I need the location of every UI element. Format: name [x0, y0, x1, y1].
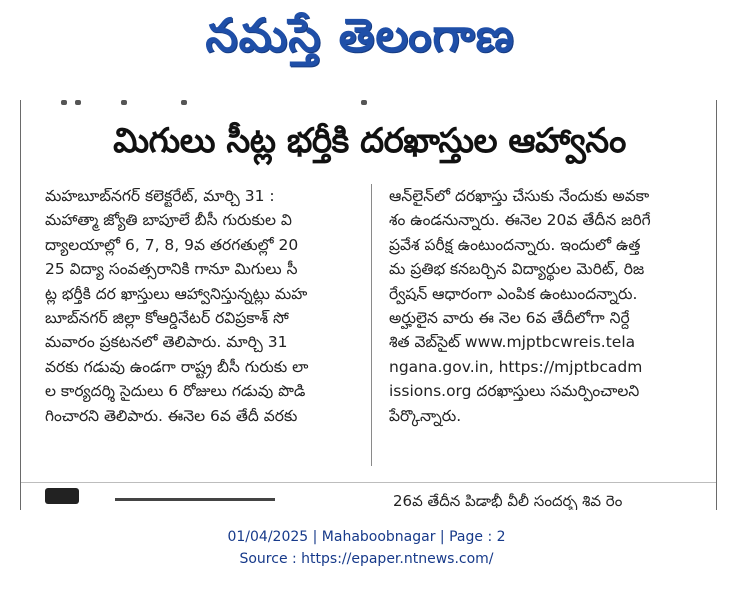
footer-source: Source : https://epaper.ntnews.com/ [239, 551, 494, 567]
article-line: ప్రవేశ పరీక్ష ఉంటుందన్నారు. ఇందులో ఉత్త [389, 235, 641, 254]
article-line: మ ప్రతిభ కనబర్చిన విద్యార్థుల మెరిట్, రిజ [389, 260, 645, 279]
article-line: ngana.gov.in, https://mjptbcadm [389, 357, 643, 376]
footer-date-edition-page: 01/04/2025 | Mahaboobnagar | Page : 2 [227, 529, 506, 545]
article-right-column [389, 184, 689, 428]
article-line: ట్ల భర్తీకి దర ఖాస్తులు ఆహ్వానిస్తున్నట్లు మహ [45, 284, 308, 303]
article-line: issions.org దరఖాస్తులు సమర్పించాలని [389, 382, 640, 401]
article-line: ఆన్‌లైన్‌లో దరఖాస్తు చేసుకు నేందుకు అవకా [389, 187, 650, 205]
article-line: పేర్కొన్నారు. [389, 406, 462, 425]
article-line: ర్వేషన్ ఆధారంగా ఎంపిక ఉంటుందన్నారు. [389, 284, 638, 303]
article-line: శిత వెబ్‌సైట్ www.mjptbcwreis.tela [389, 333, 636, 352]
clipping-top-edge-fragments [61, 100, 461, 108]
section-rule [21, 482, 717, 483]
article-headline: మిగులు సీట్ల భర్తీకి దరఖాస్తుల ఆహ్వానం [113, 121, 626, 161]
article-line: గించారని తెలిపారు. ఈనెల 6వ తేదీ వరకు [45, 406, 298, 425]
clipping-footer [0, 526, 733, 570]
next-article-fragment-right: 26వ తేదీన పిడాభీ వీలీ సందర్భ శివ రెం [393, 492, 623, 510]
article-line: వరకు గడువు ఉండగా రాష్ట్ర బీసీ గురుకు లా [45, 357, 309, 376]
article-line: అర్హులైన వారు ఈ నెల 6వ తేదీలోగా నిర్దే [389, 309, 630, 328]
article-line: బూబ్‌నగర్ జిల్లా కోఆర్డినేటర్ రవిప్రకాశ్ సో [45, 309, 289, 328]
article-left-column [45, 184, 345, 428]
column-divider [371, 184, 372, 466]
newspaper-masthead: నమస్తే తెలంగాణ [205, 8, 515, 62]
cut-headline-fragment [45, 488, 79, 504]
article-line: 25 విద్యా సంవత్సరానికి గానూ మిగులు సీ [45, 260, 298, 279]
article-line: శం ఉండనున్నారు. ఈనెల 20వ తేదీన జరిగే [389, 211, 651, 230]
article-line: మహబూబ్‌నగర్ కలెక్టరేట్, మార్చి 31 : [45, 187, 275, 205]
article-line: మవారం ప్రకటనలో తెలిపారు. మార్చి 31 [45, 333, 288, 352]
article-line: ద్యాలయాల్లో 6, 7, 8, 9వ తరగతుల్లో 20 [45, 235, 299, 254]
next-article-fragment-left [45, 486, 285, 510]
article-line: ల కార్యదర్శి సైదులు 6 రోజులు గడువు పొడి [45, 382, 306, 401]
cut-text-fragment [115, 498, 275, 501]
article-clipping [20, 100, 717, 510]
article-line: మహాత్మా జ్యోతి బాపూలే బీసీ గురుకుల వి [45, 211, 292, 230]
